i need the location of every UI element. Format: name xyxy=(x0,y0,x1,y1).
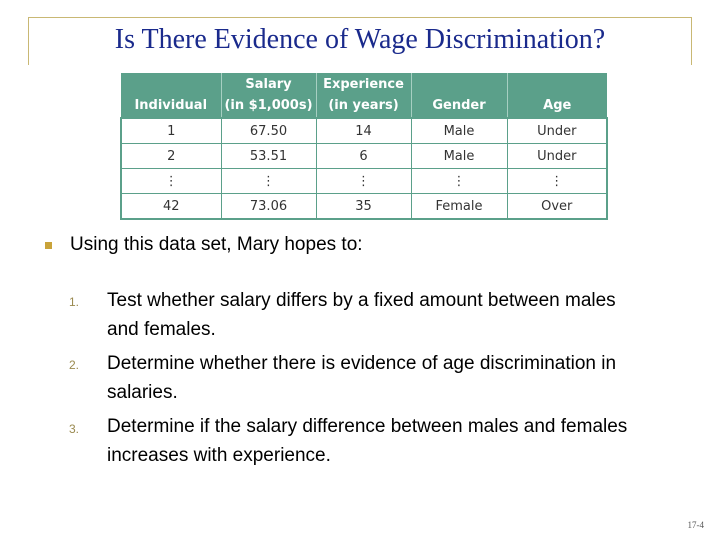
cell-salary: ⋮ xyxy=(221,169,316,194)
title-frame-top-line xyxy=(28,17,692,18)
cell-salary: 73.06 xyxy=(221,194,316,220)
cell-gender: ⋮ xyxy=(411,169,507,194)
header-salary: Salary (in $1,000s) xyxy=(221,73,316,118)
cell-age: Under xyxy=(507,144,607,169)
cell-age: Over xyxy=(507,194,607,220)
square-bullet-icon xyxy=(45,242,52,249)
cell-age: ⋮ xyxy=(507,169,607,194)
header-experience: Experience (in years) xyxy=(316,73,411,118)
cell-experience: 14 xyxy=(316,118,411,144)
cell-experience: 6 xyxy=(316,144,411,169)
cell-experience: 35 xyxy=(316,194,411,220)
slide-title: Is There Evidence of Wage Discrimination? xyxy=(114,24,606,55)
data-table xyxy=(120,73,608,220)
table-row xyxy=(121,194,607,220)
cell-gender: Male xyxy=(411,118,507,144)
cell-gender: Female xyxy=(411,194,507,220)
table-row xyxy=(121,144,607,169)
list-item-number: 1. xyxy=(69,295,80,309)
cell-individual: ⋮ xyxy=(121,169,221,194)
cell-age: Under xyxy=(507,118,607,144)
table-header-row xyxy=(121,73,607,118)
page-number: 17-4 xyxy=(687,520,704,530)
cell-individual: 42 xyxy=(121,194,221,220)
list-item-text: Test whether salary differs by a fixed amount between males and females. xyxy=(107,290,616,340)
cell-salary: 67.50 xyxy=(221,118,316,144)
table-row-ellipsis xyxy=(121,169,607,194)
header-age: Age xyxy=(507,73,607,118)
cell-salary: 53.51 xyxy=(221,144,316,169)
cell-individual: 1 xyxy=(121,118,221,144)
cell-experience: ⋮ xyxy=(316,169,411,194)
cell-gender: Male xyxy=(411,144,507,169)
cell-individual: 2 xyxy=(121,144,221,169)
list-item-number: 2. xyxy=(69,358,80,372)
header-gender: Gender xyxy=(411,73,507,118)
header-individual: Individual xyxy=(121,73,221,118)
list-item-number: 3. xyxy=(69,422,80,436)
intro-text: Using this data set, Mary hopes to: xyxy=(70,234,363,255)
list-item-text: Determine if the salary difference between males and females increases with experience. xyxy=(107,416,628,466)
list-item-text: Determine whether there is evidence of age discrimination in salaries. xyxy=(107,353,617,403)
table-row xyxy=(121,118,607,144)
